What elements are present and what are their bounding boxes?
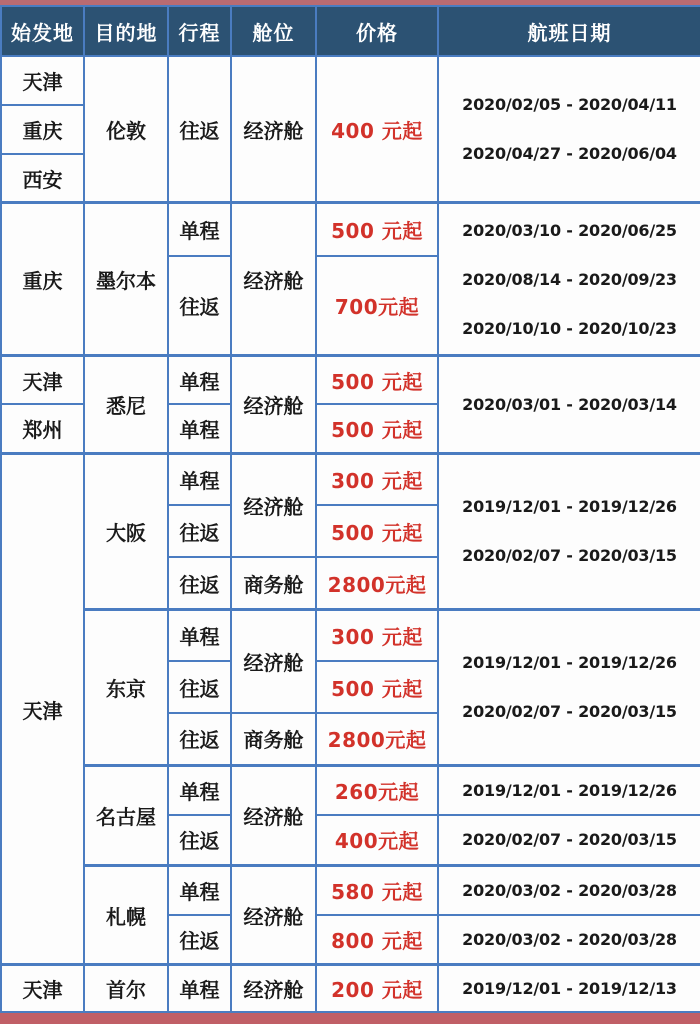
cell-cabin: 经济舱: [231, 56, 316, 203]
date-range: 2020/04/27 - 2020/06/04: [462, 144, 677, 164]
cell-trip: 往返: [168, 56, 231, 203]
table-row: [1, 56, 700, 105]
cell-price: 300 元起: [316, 609, 438, 661]
cell-trip: 单程: [168, 609, 231, 661]
cell-origin: 重庆: [1, 105, 84, 154]
cell-destination: 首尔: [84, 965, 168, 1012]
col-header-cabin: 舱位: [231, 6, 316, 56]
fare-table: [0, 5, 700, 1013]
cell-destination: 名古屋: [84, 765, 168, 865]
col-header-trip: 行程: [168, 6, 231, 56]
cell-origin: 天津: [1, 56, 84, 105]
col-header-price: 价格: [316, 6, 438, 56]
date-range: 2020/02/07 - 2020/03/15: [462, 830, 677, 850]
table-row: [1, 356, 700, 405]
cell-origin: 天津: [1, 453, 84, 965]
cell-origin: 重庆: [1, 203, 84, 356]
table-row: [1, 203, 700, 257]
date-range: 2020/03/10 - 2020/06/25: [462, 220, 677, 240]
cell-destination: 墨尔本: [84, 203, 168, 356]
cell-origin: 郑州: [1, 404, 84, 453]
date-range: 2020/03/01 - 2020/03/14: [462, 394, 677, 414]
date-range: 2019/12/01 - 2019/12/26: [462, 653, 677, 673]
date-range: 2020/10/10 - 2020/10/23: [462, 318, 677, 338]
date-range: 2020/03/02 - 2020/03/28: [462, 930, 677, 950]
cell-trip: 往返: [168, 557, 231, 609]
cell-trip: 往返: [168, 661, 231, 713]
cell-origin: 天津: [1, 356, 84, 405]
cell-cabin: 经济舱: [231, 865, 316, 965]
cell-dates: [438, 56, 700, 203]
table-row: [1, 965, 700, 1012]
cell-price: 500 元起: [316, 505, 438, 557]
cell-trip: 往返: [168, 915, 231, 965]
cell-trip: 往返: [168, 256, 231, 355]
cell-dates: [438, 965, 700, 1012]
cell-price: 2800元起: [316, 557, 438, 609]
cell-cabin: 经济舱: [231, 609, 316, 713]
cell-dates: [438, 915, 700, 965]
cell-price: 700元起: [316, 256, 438, 355]
cell-dates: [438, 765, 700, 815]
cell-dates: [438, 609, 700, 765]
cell-dates: [438, 815, 700, 865]
date-range: 2020/08/14 - 2020/09/23: [462, 269, 677, 289]
cell-price: 500 元起: [316, 661, 438, 713]
date-range: 2020/02/07 - 2020/03/15: [462, 702, 677, 722]
date-range: 2019/12/01 - 2019/12/13: [462, 979, 677, 999]
cell-trip: 单程: [168, 203, 231, 257]
cell-cabin: 经济舱: [231, 965, 316, 1012]
bottom-border-strip: [0, 1013, 700, 1024]
cell-dates: [438, 865, 700, 915]
cell-origin: 西安: [1, 154, 84, 203]
cell-price: 800 元起: [316, 915, 438, 965]
cell-cabin: 商务舱: [231, 557, 316, 609]
cell-destination: 悉尼: [84, 356, 168, 454]
date-range: 2019/12/01 - 2019/12/26: [462, 497, 677, 517]
date-range: 2019/12/01 - 2019/12/26: [462, 780, 677, 800]
header-row: [1, 6, 700, 56]
cell-trip: 往返: [168, 505, 231, 557]
col-header-origin: 始发地: [1, 6, 84, 56]
cell-price: 400元起: [316, 815, 438, 865]
cell-price: 500 元起: [316, 404, 438, 453]
cell-price: 400 元起: [316, 56, 438, 203]
cell-trip: 单程: [168, 404, 231, 453]
cell-destination: 东京: [84, 609, 168, 765]
cell-price: 200 元起: [316, 965, 438, 1012]
cell-trip: 单程: [168, 765, 231, 815]
date-range: 2020/03/02 - 2020/03/28: [462, 880, 677, 900]
cell-cabin: 经济舱: [231, 203, 316, 356]
table-row: [1, 865, 700, 915]
cell-price: 2800元起: [316, 713, 438, 765]
cell-trip: 单程: [168, 453, 231, 505]
cell-trip: 往返: [168, 815, 231, 865]
cell-cabin: 经济舱: [231, 356, 316, 454]
cell-price: 500 元起: [316, 356, 438, 405]
table-header: [1, 6, 700, 56]
cell-destination: 札幌: [84, 865, 168, 965]
cell-price: 300 元起: [316, 453, 438, 505]
col-header-dates: 航班日期: [438, 6, 700, 56]
cell-destination: 大阪: [84, 453, 168, 609]
cell-price: 500 元起: [316, 203, 438, 257]
cell-cabin: 商务舱: [231, 713, 316, 765]
table-row: [1, 609, 700, 661]
cell-trip: 往返: [168, 713, 231, 765]
cell-origin: 天津: [1, 965, 84, 1012]
date-range: 2020/02/05 - 2020/04/11: [462, 95, 677, 115]
date-range: 2020/02/07 - 2020/03/15: [462, 546, 677, 566]
col-header-destination: 目的地: [84, 6, 168, 56]
cell-dates: [438, 356, 700, 454]
cell-dates: [438, 453, 700, 609]
table-row: [1, 453, 700, 505]
table-row: [1, 765, 700, 815]
cell-cabin: 经济舱: [231, 765, 316, 865]
cell-trip: 单程: [168, 865, 231, 915]
cell-cabin: 经济舱: [231, 453, 316, 557]
cell-trip: 单程: [168, 356, 231, 405]
cell-trip: 单程: [168, 965, 231, 1012]
cell-destination: 伦敦: [84, 56, 168, 203]
cell-price: 580 元起: [316, 865, 438, 915]
cell-price: 260元起: [316, 765, 438, 815]
cell-dates: [438, 203, 700, 356]
